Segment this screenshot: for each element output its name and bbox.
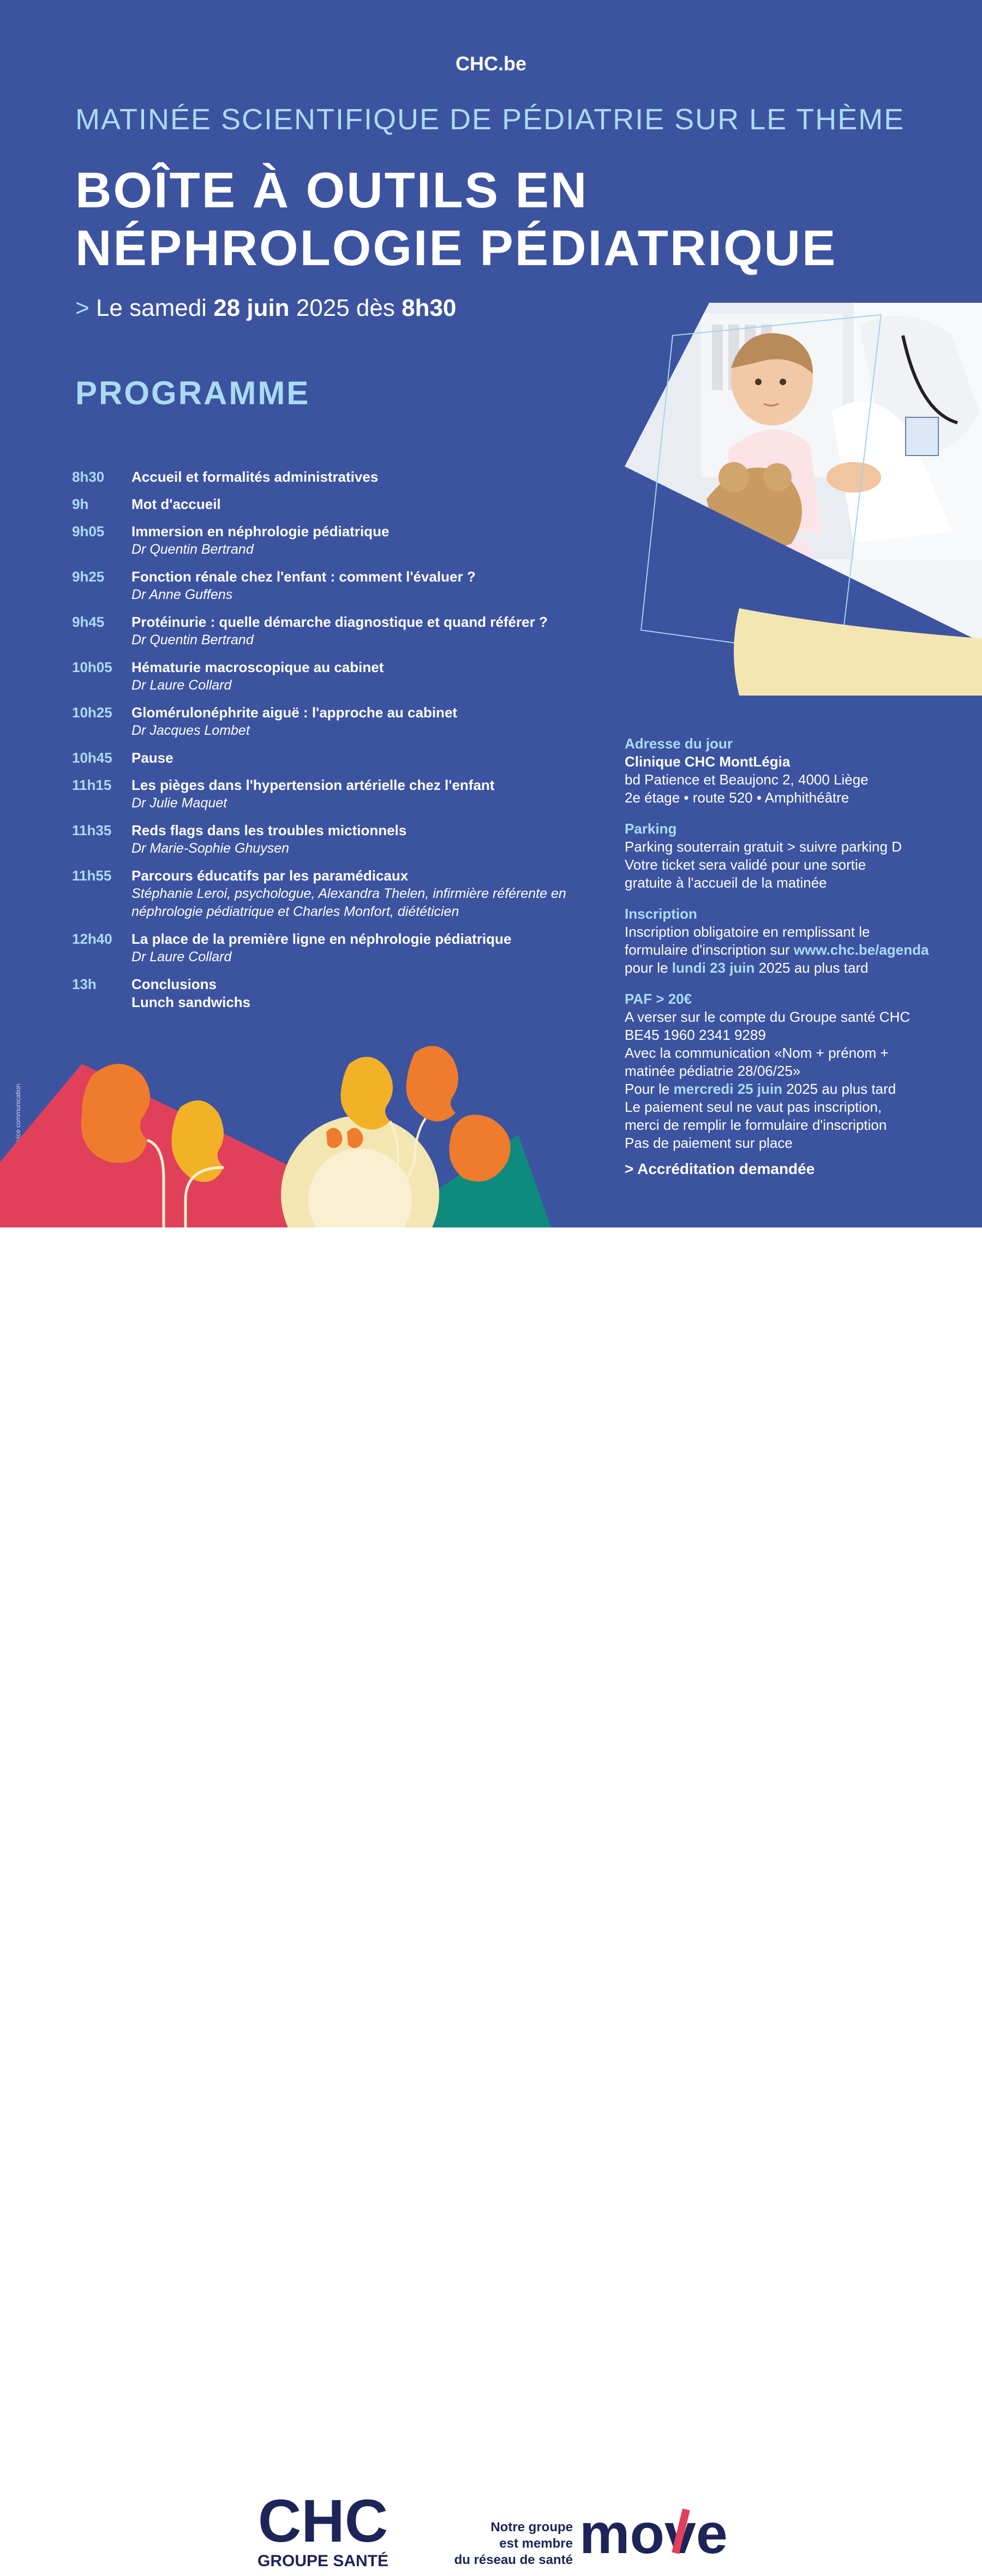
programme-time: 9h45: [72, 614, 105, 630]
talk-title: Hématurie macroscopique au cabinet: [131, 659, 384, 675]
programme-item: [72, 568, 590, 604]
event-title: [75, 161, 837, 277]
programme-time: 11h35: [72, 822, 112, 838]
programme-item: [72, 749, 590, 767]
footer: [0, 1227, 982, 2570]
paf-iban: BE45 1960 2341 9289: [625, 1027, 766, 1043]
parking-heading: Parking: [625, 820, 677, 837]
talk-title: Conclusions: [131, 976, 217, 992]
paf-line-3: Avec la communication «Nom + prénom +: [625, 1045, 889, 1061]
talk-title: Pause: [131, 750, 173, 766]
doctor-baby-photo: [625, 303, 982, 696]
programme-talk: [131, 495, 590, 513]
poster: [0, 0, 982, 1227]
parking-line-2: Votre ticket sera validé pour une sortie: [625, 856, 866, 873]
talk-title: Les pièges dans l'hypertension artérielle chez l'enfant: [131, 777, 495, 793]
address-heading: Adresse du jour: [625, 735, 733, 752]
programme-time: 8h30: [72, 469, 105, 485]
talk-speaker: Dr Laure Collard: [131, 949, 232, 964]
talk-speaker: Stéphanie Leroi, psychologue, Alexandra Thelen, infirmière référente en néphrologie pédiatrique et Charles Monfort, diététicien: [131, 886, 566, 919]
programme-item: [72, 822, 590, 858]
chc-logo-text: CHC: [258, 2491, 388, 2555]
chc-logo[interactable]: [247, 2491, 399, 2576]
programme-time: 11h15: [72, 777, 112, 793]
programme-talk: [131, 822, 590, 858]
address-name: Clinique CHC MontLégia: [625, 753, 791, 770]
programme-talk: [131, 658, 590, 694]
talk-title: Glomérulonéphrite aiguë : l'approche au cabinet: [131, 704, 458, 721]
talk-title: Immersion en néphrologie pédiatrique: [131, 523, 390, 540]
programme-item: [72, 704, 590, 740]
inscription-line-3: pour le lundi 23 juin 2025 au plus tard: [625, 960, 869, 976]
parking-line-1: Parking souterrain gratuit > suivre parking D: [625, 838, 902, 855]
talk-title-2: Lunch sandwichs: [131, 994, 251, 1010]
programme-talk: [131, 776, 590, 812]
inscription-deadline: lundi 23 juin: [672, 960, 755, 976]
programme-time: 11h55: [72, 867, 112, 884]
date-arrow-icon: >: [75, 295, 89, 321]
event-date: [75, 295, 456, 322]
programme-talk: [131, 930, 590, 966]
agenda-link[interactable]: www.chc.be/agenda: [793, 942, 929, 958]
talk-speaker: Dr Julie Maquet: [131, 795, 227, 811]
programme-item: [72, 867, 590, 921]
paf-note-1: Le paiement seul ne vaut pas inscription,: [625, 1099, 882, 1115]
chc-tagline: GROUPE SANTÉ: [257, 2552, 389, 2570]
programme-talk: [131, 867, 590, 921]
address-street: bd Patience et Beaujonc 2, 4000 Liège: [625, 771, 869, 788]
talk-title: Parcours éducatifs par les paramédicaux: [131, 867, 409, 884]
inscription-heading: Inscription: [625, 906, 697, 922]
talk-speaker: Dr Quentin Bertrand: [131, 542, 254, 557]
paf-line-5: Pour le mercredi 25 juin 2025 au plus tard: [625, 1081, 896, 1097]
programme-item: [72, 975, 590, 1011]
talk-title: Protéinurie : quelle démarche diagnostique et quand référer ?: [131, 614, 548, 630]
programme-time: 10h45: [72, 750, 112, 766]
talk-speaker: Dr Quentin Bertrand: [131, 632, 254, 648]
programme-item: [72, 495, 590, 513]
programme-talk: [131, 749, 590, 767]
paf-heading: PAF > 20€: [625, 991, 692, 1007]
programme-list: [72, 468, 590, 1021]
paf-line-1: A verser sur le compte du Groupe santé CHC: [625, 1009, 911, 1025]
paf-note-3: Pas de paiement sur place: [625, 1135, 793, 1151]
talk-title: La place de la première ligne en néphrologie pédiatrique: [131, 931, 512, 947]
accreditation: > Accréditation demandée: [625, 1160, 815, 1177]
programme-item: [72, 523, 590, 559]
programme-time: 13h: [72, 976, 97, 992]
title-line-2: NÉPHROLOGIE PÉDIATRIQUE: [75, 220, 837, 276]
talk-speaker: Dr Jacques Lombet: [131, 723, 250, 738]
programme-talk: [131, 613, 590, 649]
programme-item: [72, 930, 590, 966]
programme-talk: [131, 468, 590, 486]
event-subtitle: MATINÉE SCIENTIFIQUE DE PÉDIATRIE SUR LE THÈME: [75, 103, 905, 136]
programme-talk: [131, 568, 590, 604]
title-line-1: BOÎTE À OUTILS EN: [75, 163, 589, 218]
programme-talk: [131, 523, 590, 559]
programme-time: 10h05: [72, 659, 112, 675]
paf-deadline: mercredi 25 juin: [673, 1081, 783, 1097]
inscription-line-1: Inscription obligatoire en remplissant le: [625, 924, 870, 940]
programme-time: 9h: [72, 496, 89, 512]
inscription-line-2: formulaire d'inscription sur www.chc.be/agenda: [625, 942, 929, 958]
programme-talk: [131, 975, 590, 1011]
programme-item: [72, 658, 590, 694]
programme-heading: PROGRAMME: [75, 375, 310, 411]
copyright: © CHC/service communication: [14, 1083, 22, 1173]
programme-item: [72, 613, 590, 649]
practical-info: [625, 729, 974, 1178]
date-prefix: Le samedi: [95, 295, 207, 321]
talk-title: Reds flags dans les troubles mictionnels: [131, 822, 407, 838]
kidney-illustration: [0, 1037, 611, 1227]
talk-title: Fonction rénale chez l'enfant : comment l'évaluer ?: [131, 568, 476, 585]
date-time: 8h30: [402, 295, 457, 321]
move-logo[interactable]: [579, 2499, 743, 2572]
talk-speaker: Dr Anne Guffens: [131, 587, 233, 602]
paf-line-4: matinée pédiatrie 28/06/25»: [625, 1063, 801, 1079]
paf-note-2: merci de remplir le formulaire d'inscription: [625, 1117, 887, 1133]
date-day: 28 juin: [213, 295, 290, 321]
talk-speaker: Dr Marie-Sophie Ghuysen: [131, 841, 290, 856]
programme-time: 9h25: [72, 568, 105, 585]
move-network-text: Notre groupe est membre du réseau de santé: [454, 2520, 573, 2567]
programme-item: [72, 776, 590, 812]
move-logo-text: move: [579, 2502, 728, 2566]
programme-time: 12h40: [72, 931, 112, 947]
programme-item: [72, 468, 590, 486]
parking-line-3: gratuite à l'accueil de la matinée: [625, 874, 827, 891]
site-url[interactable]: CHC.be: [455, 52, 526, 75]
talk-speaker: Dr Laure Collard: [131, 678, 232, 693]
date-year: 2025 dès: [296, 295, 395, 321]
address-floor: 2e étage • route 520 • Amphithéâtre: [625, 789, 849, 806]
talk-title: Mot d'accueil: [131, 496, 221, 512]
talk-title: Accueil et formalités administratives: [131, 469, 379, 485]
programme-talk: [131, 704, 590, 740]
programme-time: 10h25: [72, 704, 112, 721]
programme-time: 9h05: [72, 523, 105, 540]
